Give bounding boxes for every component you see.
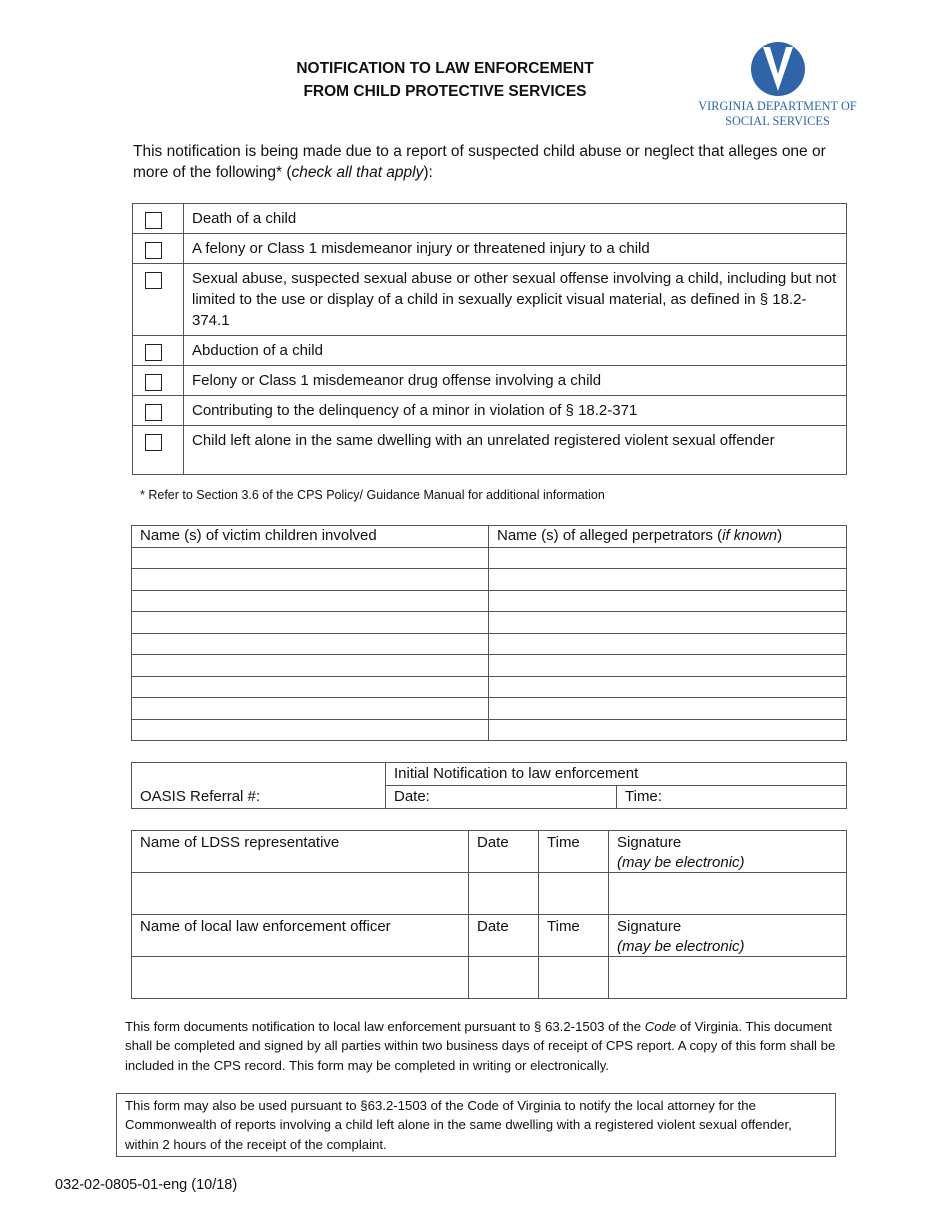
form-title <box>230 57 660 103</box>
victim-name-cell[interactable] <box>132 719 489 741</box>
officer-date-field[interactable] <box>469 957 539 999</box>
victim-name-cell[interactable] <box>132 612 489 634</box>
checklist-row <box>133 336 847 366</box>
checklist-label: A felony or Class 1 misdemeanor injury or threatened injury to a child <box>184 234 847 264</box>
checklist-label: Abduction of a child <box>184 336 847 366</box>
names-row <box>132 633 847 655</box>
ldss-signature-header: Signature (may be electronic) <box>609 831 847 873</box>
checklist-label: Death of a child <box>184 204 847 234</box>
perpetrator-name-cell[interactable] <box>489 719 847 741</box>
victim-name-cell[interactable] <box>132 676 489 698</box>
checkbox-delinquency[interactable] <box>145 404 162 421</box>
names-row <box>132 547 847 569</box>
perpetrator-name-cell[interactable] <box>489 655 847 677</box>
names-header-row <box>132 526 847 548</box>
names-row <box>132 698 847 720</box>
perpetrators-header: Name (s) of alleged perpetrators (if known) <box>489 526 847 548</box>
names-row <box>132 612 847 634</box>
victim-name-cell[interactable] <box>132 547 489 569</box>
logo-line-2: SOCIAL SERVICES <box>725 114 830 128</box>
checklist-row <box>133 396 847 426</box>
allegation-checklist <box>132 203 847 475</box>
victim-name-cell[interactable] <box>132 590 489 612</box>
checkbox-left-alone-offender[interactable] <box>145 434 162 451</box>
officer-header: Name of local law enforcement officer <box>132 915 469 957</box>
logo-line-1: VIRGINIA DEPARTMENT OF <box>698 99 857 113</box>
vdss-logo <box>695 38 860 133</box>
checklist-row <box>133 204 847 234</box>
names-row <box>132 655 847 677</box>
oasis-table <box>131 762 847 809</box>
checklist-row <box>133 234 847 264</box>
names-row <box>132 676 847 698</box>
ldss-date-field[interactable] <box>469 873 539 915</box>
perpetrator-name-cell[interactable] <box>489 612 847 634</box>
intro-main: This notification is being made due to a report of suspected child abuse or neglect that alleges one or more of the following* ( <box>133 143 826 181</box>
initial-notification-header: Initial Notification to law enforcement <box>386 763 847 786</box>
checkbox-felony-injury[interactable] <box>145 242 162 259</box>
vdss-v-logo-icon <box>750 41 806 97</box>
intro-tail: ): <box>423 164 433 181</box>
signature-table <box>131 830 847 999</box>
checkbox-sexual-abuse[interactable] <box>145 272 162 289</box>
ldss-time-field[interactable] <box>539 873 609 915</box>
title-line-2: FROM CHILD PROTECTIVE SERVICES <box>303 83 587 100</box>
victim-name-cell[interactable] <box>132 633 489 655</box>
notification-time-field[interactable]: Time: <box>617 786 847 809</box>
notification-date-field[interactable]: Date: <box>386 786 617 809</box>
victim-name-cell[interactable] <box>132 569 489 591</box>
victim-name-cell[interactable] <box>132 655 489 677</box>
ldss-signature-field[interactable] <box>609 873 847 915</box>
perpetrator-name-cell[interactable] <box>489 698 847 720</box>
title-line-1: NOTIFICATION TO LAW ENFORCEMENT <box>296 60 594 77</box>
officer-time-field[interactable] <box>539 957 609 999</box>
checklist-label: Sexual abuse, suspected sexual abuse or other sexual offense involving a child, including but not limited to the use or display of a child in sexually explicit visual material, as defined in § 18.2-374.1 <box>184 264 847 336</box>
victim-name-cell[interactable] <box>132 698 489 720</box>
officer-date-header: Date <box>469 915 539 957</box>
checklist-row <box>133 264 847 336</box>
perpetrator-name-cell[interactable] <box>489 569 847 591</box>
checklist-row <box>133 426 847 475</box>
checklist-label: Felony or Class 1 misdemeanor drug offense involving a child <box>184 366 847 396</box>
oasis-referral-field[interactable]: OASIS Referral #: <box>132 763 386 809</box>
names-row <box>132 719 847 741</box>
officer-time-header: Time <box>539 915 609 957</box>
checkbox-abduction[interactable] <box>145 344 162 361</box>
intro-italic: check all that apply <box>291 164 424 181</box>
victims-header: Name (s) of victim children involved <box>132 526 489 548</box>
form-instructions: This form documents notification to local law enforcement pursuant to § 63.2-1503 of the Code of Virginia. This document shall be completed and signed by all parties within two business days of receipt of CPS report. A copy of this form shall be included in the CPS record. This form may be completed in writing or electronically. <box>125 1019 836 1073</box>
intro-text <box>133 141 853 183</box>
checklist-row <box>133 366 847 396</box>
checklist-label: Child left alone in the same dwelling with an unrelated registered violent sexual offender <box>184 426 847 475</box>
checkbox-death-of-child[interactable] <box>145 212 162 229</box>
names-row <box>132 590 847 612</box>
officer-name-field[interactable] <box>132 957 469 999</box>
officer-signature-field[interactable] <box>609 957 847 999</box>
perpetrator-name-cell[interactable] <box>489 633 847 655</box>
names-table <box>131 525 847 741</box>
ldss-rep-header: Name of LDSS representative <box>132 831 469 873</box>
checkbox-drug-offense[interactable] <box>145 374 162 391</box>
ldss-rep-name-field[interactable] <box>132 873 469 915</box>
perpetrator-name-cell[interactable] <box>489 547 847 569</box>
checklist-label: Contributing to the delinquency of a minor in violation of § 18.2-371 <box>184 396 847 426</box>
attorney-notice: This form may also be used pursuant to §63.2-1503 of the Code of Virginia to notify the local attorney for the Commonwealth of reports involving a child left alone in the same dwelling with a registered violent sexual offender, within 2 hours of the receipt of the complaint. <box>116 1093 836 1157</box>
perpetrator-name-cell[interactable] <box>489 590 847 612</box>
ldss-date-header: Date <box>469 831 539 873</box>
form-number: 032-02-0805-01-eng (10/18) <box>55 1177 238 1193</box>
officer-signature-header: Signature (may be electronic) <box>609 915 847 957</box>
perpetrator-name-cell[interactable] <box>489 676 847 698</box>
names-row <box>132 569 847 591</box>
ldss-time-header: Time <box>539 831 609 873</box>
footnote: * Refer to Section 3.6 of the CPS Policy/ Guidance Manual for additional information <box>140 488 605 502</box>
